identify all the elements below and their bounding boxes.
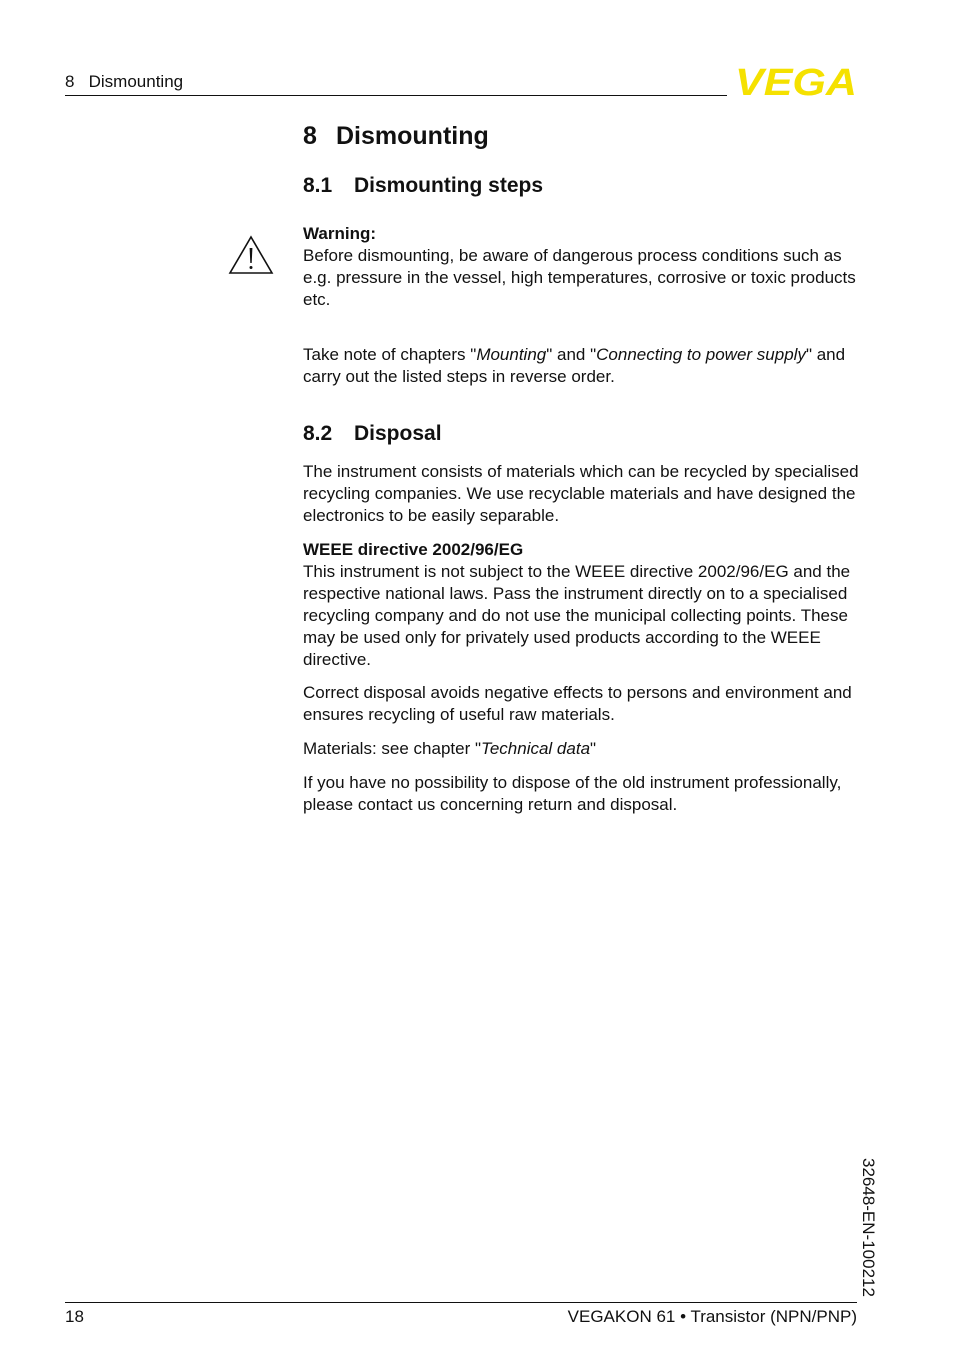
footer-product-title: VEGAKON 61 • Transistor (NPN/PNP) xyxy=(567,1307,857,1326)
vega-logo xyxy=(735,66,859,98)
weee-title: WEEE directive 2002/96/EG xyxy=(303,540,524,559)
logo-text: VEGA xyxy=(735,66,857,98)
subsection-number: 8.1 xyxy=(303,174,333,197)
document-code-vertical xyxy=(859,1158,900,1304)
note-paragraph: Take note of chapters "Mounting" and "Connecting to power supply" and carry out the listed steps in reverse order. xyxy=(303,345,846,386)
section-number: 8 xyxy=(303,122,317,150)
chapter-ref-technical-data: Technical data xyxy=(481,739,591,758)
weee-text: This instrument is not subject to the WEEE directive 2002/96/EG and the respective national laws. Pass the instrument directly on to a specialised recycling company and do not use the municipal collecting points. These may be used only for privately used products according to the WEEE directive. xyxy=(303,562,851,669)
header-rule xyxy=(65,95,727,96)
section-heading xyxy=(303,122,489,151)
chapter-ref-mounting: Mounting xyxy=(476,345,547,364)
subsection-heading-disposal xyxy=(303,422,442,446)
subsection-title: Disposal xyxy=(354,422,442,445)
warning-label: Warning: xyxy=(303,224,377,243)
correct-disposal-text: Correct disposal avoids negative effects to persons and environment and ensures recycling of useful raw materials. xyxy=(303,683,852,724)
warning-triangle-icon xyxy=(228,234,274,276)
materials-paragraph: Materials: see chapter "Technical data" xyxy=(303,739,597,758)
document-code: 32648-EN-100212 xyxy=(859,1158,878,1297)
page-number: 18 xyxy=(65,1307,84,1326)
footer-rule xyxy=(65,1302,857,1303)
subsection-number: 8.2 xyxy=(303,422,333,445)
subsection-heading-dismounting-steps xyxy=(303,174,543,198)
contact-paragraph: If you have no possibility to dispose of the old instrument professionally, please contact us concerning return and disposal. xyxy=(303,773,842,814)
warning-text: Before dismounting, be aware of dangerous process conditions such as e.g. pressure in the vessel, high temperatures, corrosive or toxic products etc. xyxy=(303,246,856,309)
disposal-intro: The instrument consists of materials which can be recycled by specialised recycling companies. We use recyclable materials and have designed the electronics to be easily separable. xyxy=(303,462,859,525)
section-title: Dismounting xyxy=(336,122,489,150)
running-head: 8 Dismounting xyxy=(65,72,184,91)
chapter-ref-power-supply: Connecting to power supply xyxy=(596,345,806,364)
subsection-title: Dismounting steps xyxy=(354,174,544,197)
